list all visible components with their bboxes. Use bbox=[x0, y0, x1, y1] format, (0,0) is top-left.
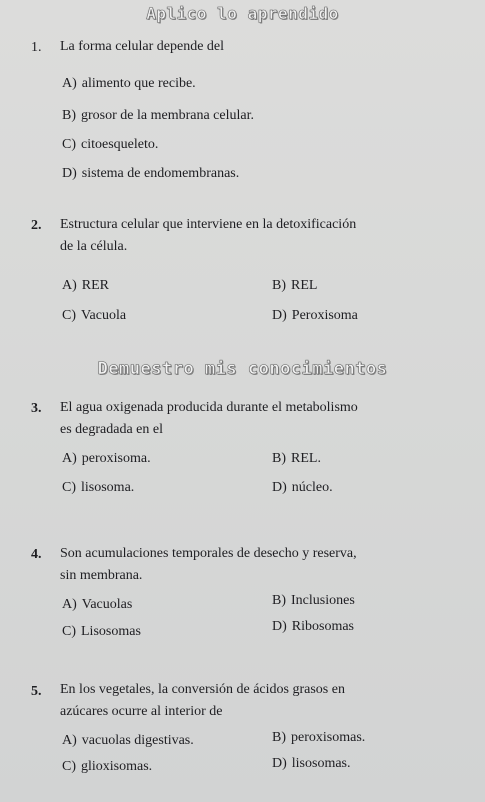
option-text: alimento que recibe. bbox=[81, 76, 196, 91]
option-letter: B) bbox=[272, 730, 286, 745]
question-4-text-line-2: sin membrana. bbox=[60, 568, 143, 583]
option-letter: C) bbox=[62, 308, 76, 323]
question-4-number: 4. bbox=[31, 547, 42, 562]
option-letter: D) bbox=[272, 308, 287, 323]
question-3-option-b[interactable] bbox=[272, 451, 321, 467]
question-3-text-line-1: El agua oxigenada producida durante el metabolismo bbox=[60, 400, 358, 415]
question-1-option-c[interactable] bbox=[62, 137, 158, 153]
option-text: peroxisoma. bbox=[81, 451, 151, 466]
option-text: glioxisomas. bbox=[81, 759, 153, 774]
question-5-text-line-1: En los vegetales, la conversión de ácidos grasos en bbox=[60, 682, 345, 697]
option-text: lisosomas. bbox=[291, 756, 351, 771]
question-2-text bbox=[60, 214, 356, 258]
question-5-option-c[interactable] bbox=[62, 759, 152, 775]
option-letter: B) bbox=[272, 278, 286, 293]
question-1-option-b[interactable] bbox=[62, 108, 254, 124]
question-1-option-a[interactable] bbox=[62, 76, 196, 92]
option-text: citoesqueleto. bbox=[81, 137, 159, 152]
question-3-number: 3. bbox=[31, 401, 42, 416]
question-4-option-a[interactable] bbox=[62, 597, 132, 613]
option-letter: D) bbox=[272, 756, 287, 771]
option-letter: D) bbox=[272, 480, 287, 495]
question-2-option-b[interactable] bbox=[272, 278, 317, 294]
option-letter: D) bbox=[62, 166, 77, 181]
question-3-option-c[interactable] bbox=[62, 480, 134, 496]
option-letter: A) bbox=[62, 278, 77, 293]
question-2-number: 2. bbox=[31, 218, 42, 233]
question-5-text-line-2: azúcares ocurre al interior de bbox=[60, 704, 223, 719]
option-text: sistema de endomembranas. bbox=[81, 166, 240, 181]
option-letter: A) bbox=[62, 597, 77, 612]
question-2-text-line-1: Estructura celular que interviene en la detoxificación bbox=[60, 217, 357, 232]
question-1-number: 1. bbox=[31, 40, 42, 55]
option-letter: A) bbox=[62, 733, 77, 748]
question-3-option-a[interactable] bbox=[62, 451, 151, 467]
question-5-option-d[interactable] bbox=[272, 756, 351, 772]
option-text: Vacuolas bbox=[81, 597, 133, 612]
question-4-option-d[interactable] bbox=[272, 619, 354, 635]
question-2-option-c[interactable] bbox=[62, 308, 126, 324]
question-2-text-line-2: de la célula. bbox=[60, 239, 128, 254]
section-title-aplico: Aplico lo aprendido bbox=[146, 4, 339, 23]
question-1-text bbox=[60, 36, 224, 58]
option-letter: A) bbox=[62, 76, 77, 91]
option-letter: C) bbox=[62, 624, 76, 639]
option-text: REL. bbox=[291, 451, 321, 466]
question-1-text-line-1: La forma celular depende del bbox=[60, 39, 225, 54]
question-5-text bbox=[60, 679, 345, 723]
option-text: Peroxisoma bbox=[291, 308, 358, 323]
option-text: REL bbox=[291, 278, 318, 293]
option-text: RER bbox=[81, 278, 110, 293]
option-letter: A) bbox=[62, 451, 77, 466]
option-text: vacuolas digestivas. bbox=[81, 733, 194, 748]
option-text: Lisosomas bbox=[81, 624, 141, 639]
option-text: Inclusiones bbox=[291, 593, 355, 608]
option-letter: C) bbox=[62, 759, 76, 774]
question-4-text bbox=[60, 543, 357, 587]
question-3-text bbox=[60, 397, 358, 441]
option-text: Vacuola bbox=[81, 308, 127, 323]
option-letter: D) bbox=[272, 619, 287, 634]
question-5-option-a[interactable] bbox=[62, 733, 194, 749]
question-4-text-line-1: Son acumulaciones temporales de desecho y reserva, bbox=[60, 546, 357, 561]
question-5-number: 5. bbox=[31, 684, 42, 699]
option-letter: B) bbox=[272, 593, 286, 608]
option-letter: B) bbox=[62, 108, 76, 123]
option-text: lisosoma. bbox=[81, 480, 135, 495]
section-title-demuestro: Demuestro mis conocimientos bbox=[97, 359, 388, 379]
question-4-option-b[interactable] bbox=[272, 593, 355, 609]
option-text: núcleo. bbox=[291, 480, 333, 495]
question-5-option-b[interactable] bbox=[272, 730, 365, 746]
question-2-option-d[interactable] bbox=[272, 308, 358, 324]
option-text: peroxisomas. bbox=[291, 730, 366, 745]
option-letter: B) bbox=[272, 451, 286, 466]
option-letter: C) bbox=[62, 480, 76, 495]
question-4-option-c[interactable] bbox=[62, 624, 141, 640]
option-text: grosor de la membrana celular. bbox=[81, 108, 254, 123]
question-2-option-a[interactable] bbox=[62, 278, 109, 294]
option-letter: C) bbox=[62, 137, 76, 152]
question-1-option-d[interactable] bbox=[62, 166, 239, 182]
option-text: Ribosomas bbox=[291, 619, 355, 634]
question-3-option-d[interactable] bbox=[272, 480, 333, 496]
question-3-text-line-2: es degradada en el bbox=[60, 422, 163, 437]
